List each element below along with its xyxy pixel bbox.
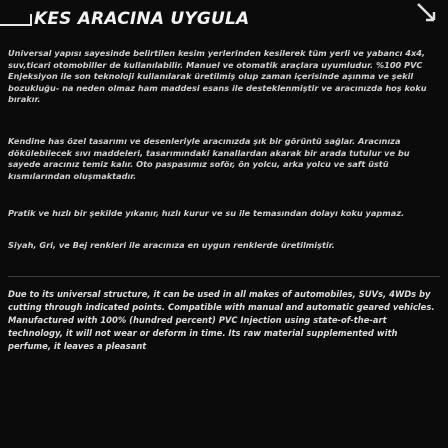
arrow-icon — [414, 0, 440, 26]
description-paragraph-4: Siyah, Gri, ve Bej renkleri ile aracınıza en uygun renklerde üretilmiştir. — [8, 240, 335, 250]
title-bracket — [30, 14, 32, 26]
description-paragraph-3: Pratik ve hızlı bir şekilde yıkanır, hızlı kurur ve su ile temasından dolayı koku yapmaz. — [8, 208, 405, 218]
title-bar — [0, 0, 448, 50]
title-rule — [0, 24, 30, 26]
description-paragraph-1: Universal yapısı sayesinde belirtilen kesim yerlerinden kesilerek tüm yerli ve yabancı 4x4, suv,ticari otomobiller de kullanılabilir. Manuel ve otomatik araçlara uyumludur. %100 PVC Enjeksiyon ile son teknoloji kullanılarak üretilmiş olup zaman içerisinde aşınma ve şekil bozukluğu- na neden olmaz ham maddesi esans ile desteklenmiştir ve aracınızda hoş koku bırakır. — [8, 48, 427, 104]
page-title: KES ARACINA UYGULA — [34, 9, 250, 29]
description-paragraph-2: Kendine has özel tasarımı ve desenleriyle aracınızda şık bir görüntü sağlar. Aracınıza dökülebilecek sıvı maddeleri, tasarımındaki kanallardan akarak bir arada tutulur ve bu sayede aracınız temiz kalır. Oto paspasımız soför, ön yolcu, arka yolcu ve saft üstü kısmılarından oluşmaktadır. — [8, 136, 410, 181]
section-divider — [8, 276, 440, 277]
english-description: Due to its universal structure, it can be used in all makes of automobiles, SUVs, 4WDs by cutting through indicated points. Compatible with manual and automatic geared vehicles. Manufactured with 100% (hundred percent) PVC Injection using state-of-the-art technology, it will not wear or deform in time. Its raw material supplemented with perfume, it leaves a pleasant — [8, 289, 435, 351]
